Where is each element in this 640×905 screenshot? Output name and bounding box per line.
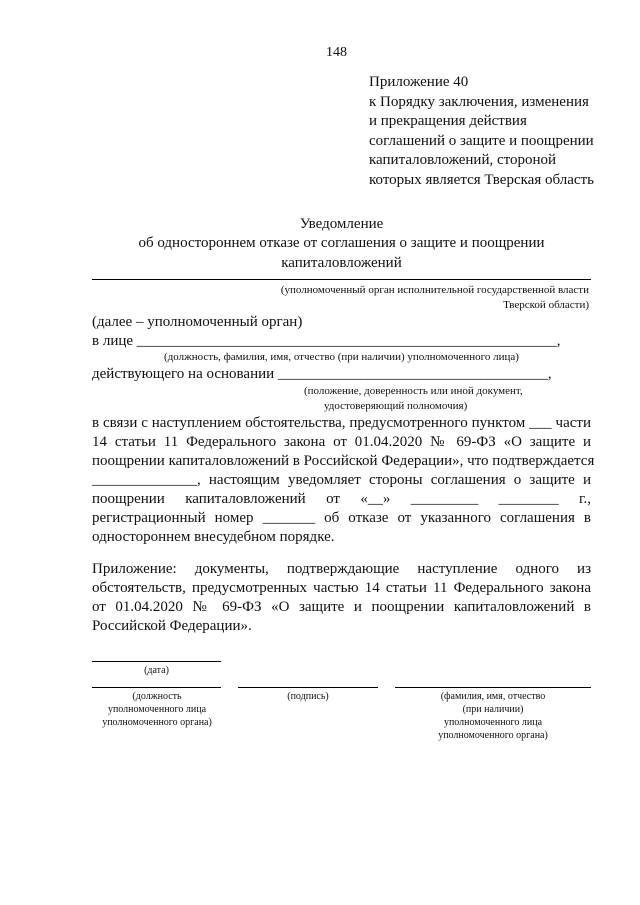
signature-caption: (подпись)	[287, 691, 329, 702]
signature-field-line	[238, 687, 378, 688]
name-caption: (фамилия, имя, отчество	[440, 691, 546, 702]
page-number: 148	[326, 45, 347, 60]
position-caption: (должность	[132, 691, 182, 702]
position-field-line	[92, 687, 221, 688]
appendix-line: капиталовложений, стороной	[369, 152, 557, 168]
authority-caption: Тверской области)	[503, 299, 589, 311]
paragraph-line: ______________, настоящим уведомляет стороны соглашения о защите и	[92, 472, 591, 488]
document-subtitle: об одностороннем отказе от соглашения о защите и поощрении	[138, 235, 545, 251]
name-caption: уполномоченного органа)	[438, 730, 548, 741]
attachment-line: Приложение: документы, подтверждающие наступление одного из	[92, 561, 591, 577]
attachment-line: от 01.04.2020 № 69-ФЗ «О защите и поощрении капиталовложений в	[92, 599, 591, 615]
paragraph-line: поощрении капиталовложений от «__» _________ ________ г.,	[92, 491, 591, 507]
in-person-line: в лице ________________________________________________________,	[92, 333, 561, 349]
appendix-line: соглашений о защите и поощрении	[369, 133, 594, 149]
appendix-line: Приложение 40	[369, 74, 469, 90]
attachment-line: Российской Федерации».	[92, 618, 252, 634]
name-caption: (при наличии)	[462, 704, 524, 715]
position-caption: уполномоченного лица	[107, 704, 207, 715]
date-caption: (дата)	[144, 665, 169, 676]
document-title: Уведомление	[299, 216, 384, 232]
basis-caption: удостоверяющий полномочия)	[324, 400, 468, 412]
date-field-line	[92, 661, 221, 662]
appendix-line: и прекращения действия	[369, 113, 527, 129]
appendix-line: которых является Тверская область	[369, 172, 594, 188]
paragraph-line: 14 статьи 11 Федерального закона от 01.04.2020 № 69-ФЗ «О защите и	[92, 434, 591, 450]
attachment-line: обстоятельств, предусмотренных частью 14 статьи 11 Федерального закона	[92, 580, 591, 596]
authority-caption: (уполномоченный орган исполнительной государственной власти	[280, 284, 589, 296]
name-field-line	[395, 687, 591, 688]
position-caption: уполномоченного органа)	[102, 717, 212, 728]
acting-basis-line: действующего на основании ____________________________________,	[92, 366, 552, 382]
document-subtitle: капиталовложений	[281, 255, 402, 271]
paragraph-line: одностороннем внесудебном порядке.	[92, 529, 335, 545]
name-caption: уполномоченного лица	[443, 717, 543, 728]
hereinafter-text: (далее – уполномоченный орган)	[92, 314, 303, 330]
authority-field-line	[92, 279, 591, 280]
paragraph-line: поощрении капиталовложений в Российской Федерации», что подтверждается	[92, 453, 595, 469]
person-caption: (должность, фамилия, имя, отчество (при наличии) уполномоченного лица)	[164, 351, 519, 363]
appendix-line: к Порядку заключения, изменения	[369, 94, 589, 110]
basis-caption: (положение, доверенность или иной документ,	[304, 385, 523, 397]
paragraph-line: в связи с наступлением обстоятельства, предусмотренного пунктом ___ части	[92, 415, 591, 431]
paragraph-line: регистрационный номер _______ об отказе от указанного соглашения в	[92, 510, 591, 526]
